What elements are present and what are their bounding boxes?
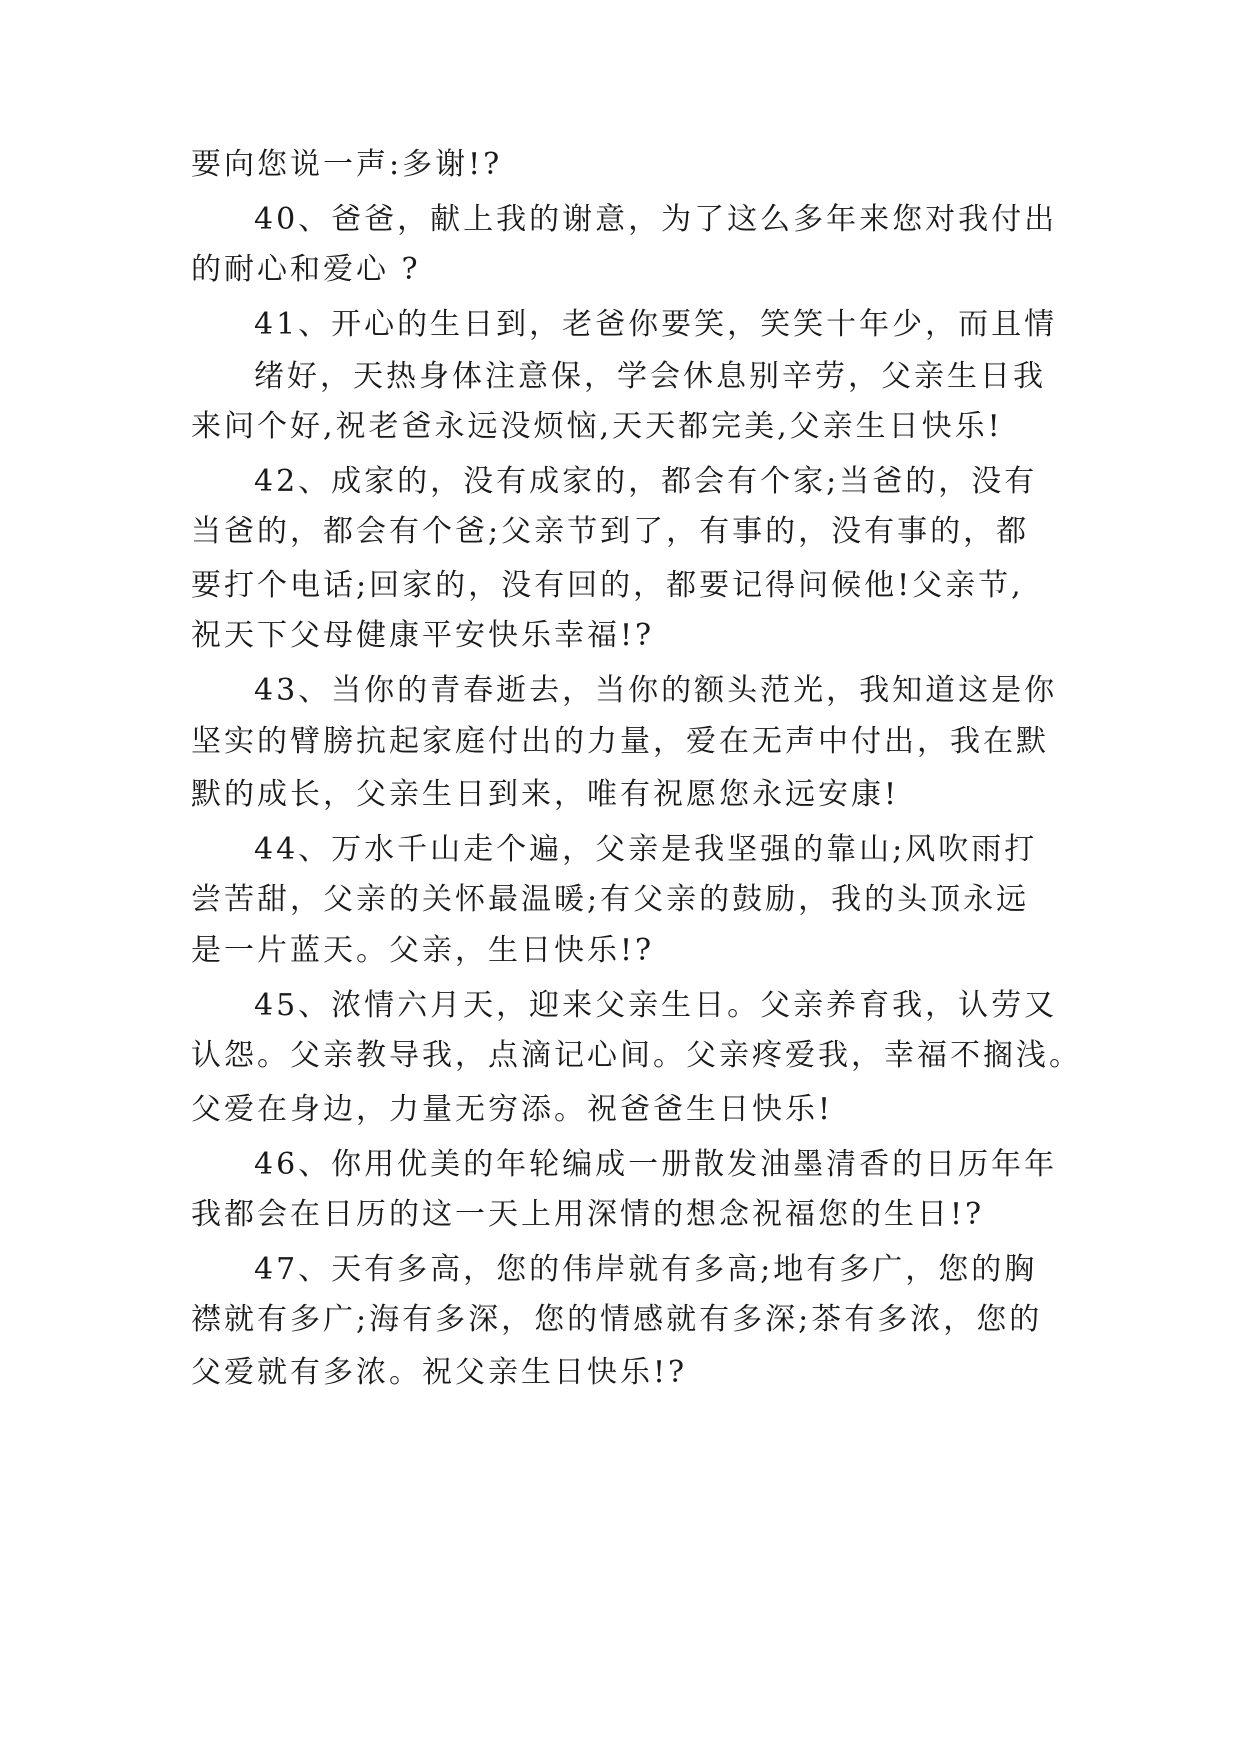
text-line: 我都会在日历的这一天上用深情的想念祝福您的生日!? — [191, 1197, 985, 1232]
text-line: 尝苦甜，父亲的关怀最温暖;有父亲的鼓励，我的头顶永远 — [191, 882, 1030, 917]
text-line: 的耐心和爱心 ? — [191, 252, 421, 287]
text-line: 47、天有多高，您的伟岸就有多高;地有多广，您的胸 — [254, 1252, 1038, 1287]
text-line: 祝天下父母健康平安快乐幸福!? — [191, 618, 655, 653]
text-line: 当爸的，都会有个爸;父亲节到了，有事的，没有事的，都 — [191, 514, 1030, 549]
text-line: 坚实的臂膀抗起家庭付出的力量，爱在无声中付出，我在默 — [191, 724, 1049, 759]
text-line: 43、当你的青春逝去，当你的额头范光，我知道这是你 — [254, 673, 1058, 708]
text-line: 44、万水千山走个遍，父亲是我坚强的靠山;风吹雨打 — [254, 832, 1038, 867]
text-line: 42、成家的，没有成家的，都会有个家;当爸的，没有 — [254, 464, 1038, 499]
text-line: 要向您说一声:多谢!? — [191, 147, 503, 182]
text-line: 46、你用优美的年轮编成一册散发油墨清香的日历年年 — [254, 1147, 1058, 1182]
text-line: 绪好，天热身体注意保，学会休息别辛劳，父亲生日我 — [254, 359, 1046, 394]
text-line: 父爱在身边，力量无穷添。祝爸爸生日快乐! — [191, 1092, 834, 1127]
text-line: 要打个电话;回家的，没有回的，都要记得问候他!父亲节, — [191, 568, 1024, 603]
text-line: 襟就有多广;海有多深，您的情感就有多深;茶有多浓，您的 — [191, 1302, 1043, 1337]
text-line: 父爱就有多浓。祝父亲生日快乐!? — [191, 1355, 688, 1390]
text-line: 40、爸爸，献上我的谢意，为了这么多年来您对我付出 — [254, 202, 1058, 237]
text-line: 认怨。父亲教导我，点滴记心间。父亲疼爱我，幸福不搁浅。 — [191, 1038, 1082, 1073]
text-line: 45、浓情六月天，迎来父亲生日。父亲养育我，认劳又 — [254, 988, 1058, 1023]
text-line: 是一片蓝天。父亲，生日快乐!? — [191, 933, 655, 968]
text-line: 默的成长，父亲生日到来，唯有祝愿您永远安康! — [191, 777, 900, 812]
text-line: 41、开心的生日到，老爸你要笑，笑笑十年少，而且情 — [254, 307, 1058, 342]
text-line: 来问个好,祝老爸永远没烦恼,天天都完美,父亲生日快乐! — [191, 409, 1003, 444]
